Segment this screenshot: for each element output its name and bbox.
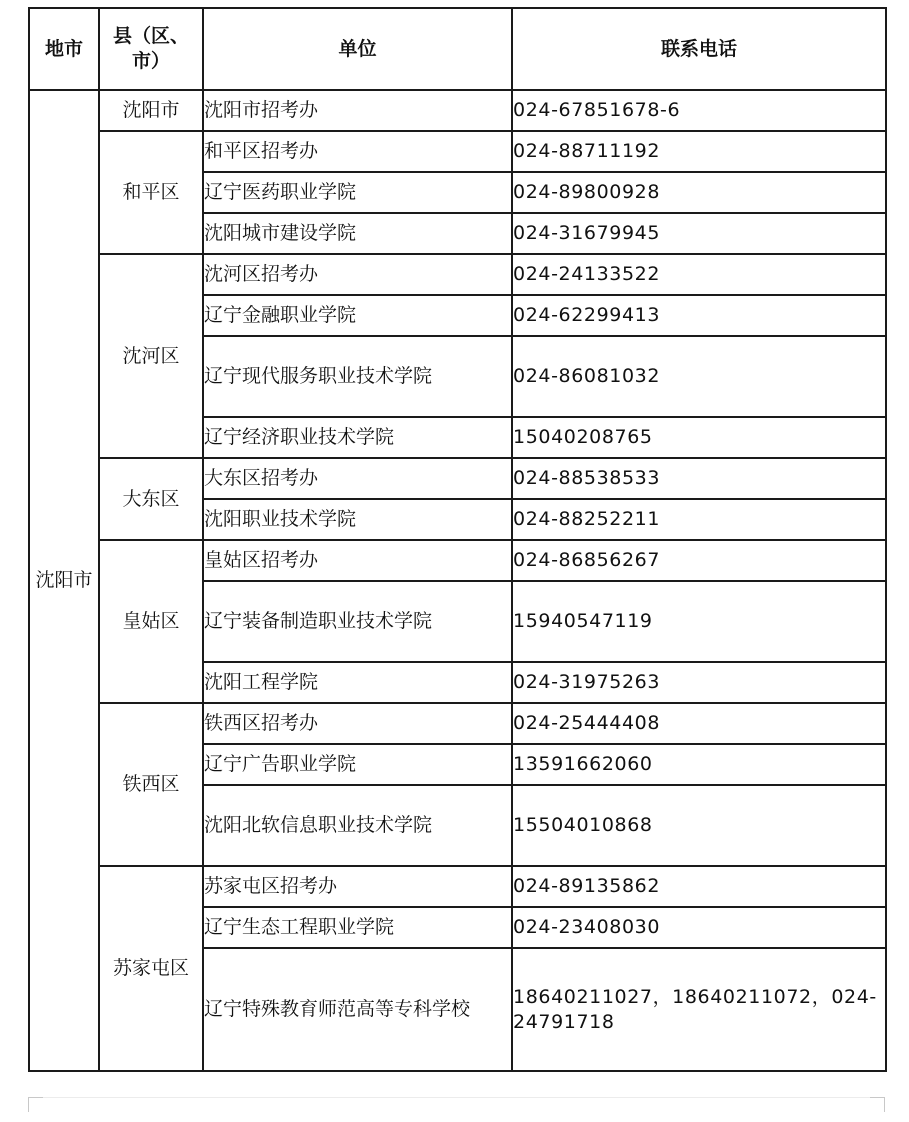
phone-cell: 024-88252211 [512, 499, 886, 540]
phone-cell: 024-67851678-6 [512, 90, 886, 131]
phone-cell: 15940547119 [512, 581, 886, 662]
table-row [29, 131, 886, 172]
header-unit: 单位 [203, 8, 512, 90]
phone-cell: 15504010868 [512, 785, 886, 866]
table-row [29, 90, 886, 131]
table-row [29, 540, 886, 581]
unit-cell: 沈阳市招考办 [203, 90, 512, 131]
phone-cell: 024-89800928 [512, 172, 886, 213]
unit-cell: 辽宁装备制造职业技术学院 [203, 581, 512, 662]
unit-cell: 辽宁生态工程职业学院 [203, 907, 512, 948]
page-corner-mark-right [870, 1097, 885, 1112]
unit-cell: 沈阳北软信息职业技术学院 [203, 785, 512, 866]
unit-cell: 辽宁经济职业技术学院 [203, 417, 512, 458]
contact-table [28, 7, 887, 1072]
unit-cell: 沈阳城市建设学院 [203, 213, 512, 254]
phone-cell: 18640211027，18640211072，024-24791718 [512, 948, 886, 1071]
unit-cell: 辽宁医药职业学院 [203, 172, 512, 213]
header-county: 县（区、市） [99, 8, 203, 90]
phone-cell: 024-31975263 [512, 662, 886, 703]
table-row [29, 458, 886, 499]
county-cell: 大东区 [99, 458, 203, 540]
county-cell: 沈河区 [99, 254, 203, 458]
county-cell: 铁西区 [99, 703, 203, 866]
unit-cell: 辽宁广告职业学院 [203, 744, 512, 785]
county-cell: 苏家屯区 [99, 866, 203, 1071]
phone-cell: 024-88538533 [512, 458, 886, 499]
county-cell: 皇姑区 [99, 540, 203, 703]
unit-cell: 沈阳工程学院 [203, 662, 512, 703]
page-corner-mark-left [28, 1097, 43, 1112]
unit-cell: 苏家屯区招考办 [203, 866, 512, 907]
table-row [29, 254, 886, 295]
phone-cell: 024-89135862 [512, 866, 886, 907]
county-cell: 和平区 [99, 131, 203, 254]
phone-cell: 024-23408030 [512, 907, 886, 948]
header-row [29, 8, 886, 90]
header-city: 地市 [29, 8, 99, 90]
header-phone: 联系电话 [512, 8, 886, 90]
phone-cell: 024-86081032 [512, 336, 886, 417]
page-footer-divider [42, 1097, 870, 1098]
phone-cell: 024-86856267 [512, 540, 886, 581]
unit-cell: 沈河区招考办 [203, 254, 512, 295]
unit-cell: 皇姑区招考办 [203, 540, 512, 581]
unit-cell: 辽宁现代服务职业技术学院 [203, 336, 512, 417]
phone-cell: 024-25444408 [512, 703, 886, 744]
unit-cell: 和平区招考办 [203, 131, 512, 172]
phone-cell: 024-24133522 [512, 254, 886, 295]
unit-cell: 铁西区招考办 [203, 703, 512, 744]
unit-cell: 辽宁金融职业学院 [203, 295, 512, 336]
unit-cell: 沈阳职业技术学院 [203, 499, 512, 540]
phone-cell: 024-88711192 [512, 131, 886, 172]
unit-cell: 大东区招考办 [203, 458, 512, 499]
phone-cell: 024-62299413 [512, 295, 886, 336]
unit-cell: 辽宁特殊教育师范高等专科学校 [203, 948, 512, 1071]
phone-cell: 13591662060 [512, 744, 886, 785]
city-cell: 沈阳市 [29, 90, 99, 1071]
table-row [29, 866, 886, 907]
county-cell: 沈阳市 [99, 90, 203, 131]
phone-cell: 15040208765 [512, 417, 886, 458]
phone-cell: 024-31679945 [512, 213, 886, 254]
table-row [29, 703, 886, 744]
